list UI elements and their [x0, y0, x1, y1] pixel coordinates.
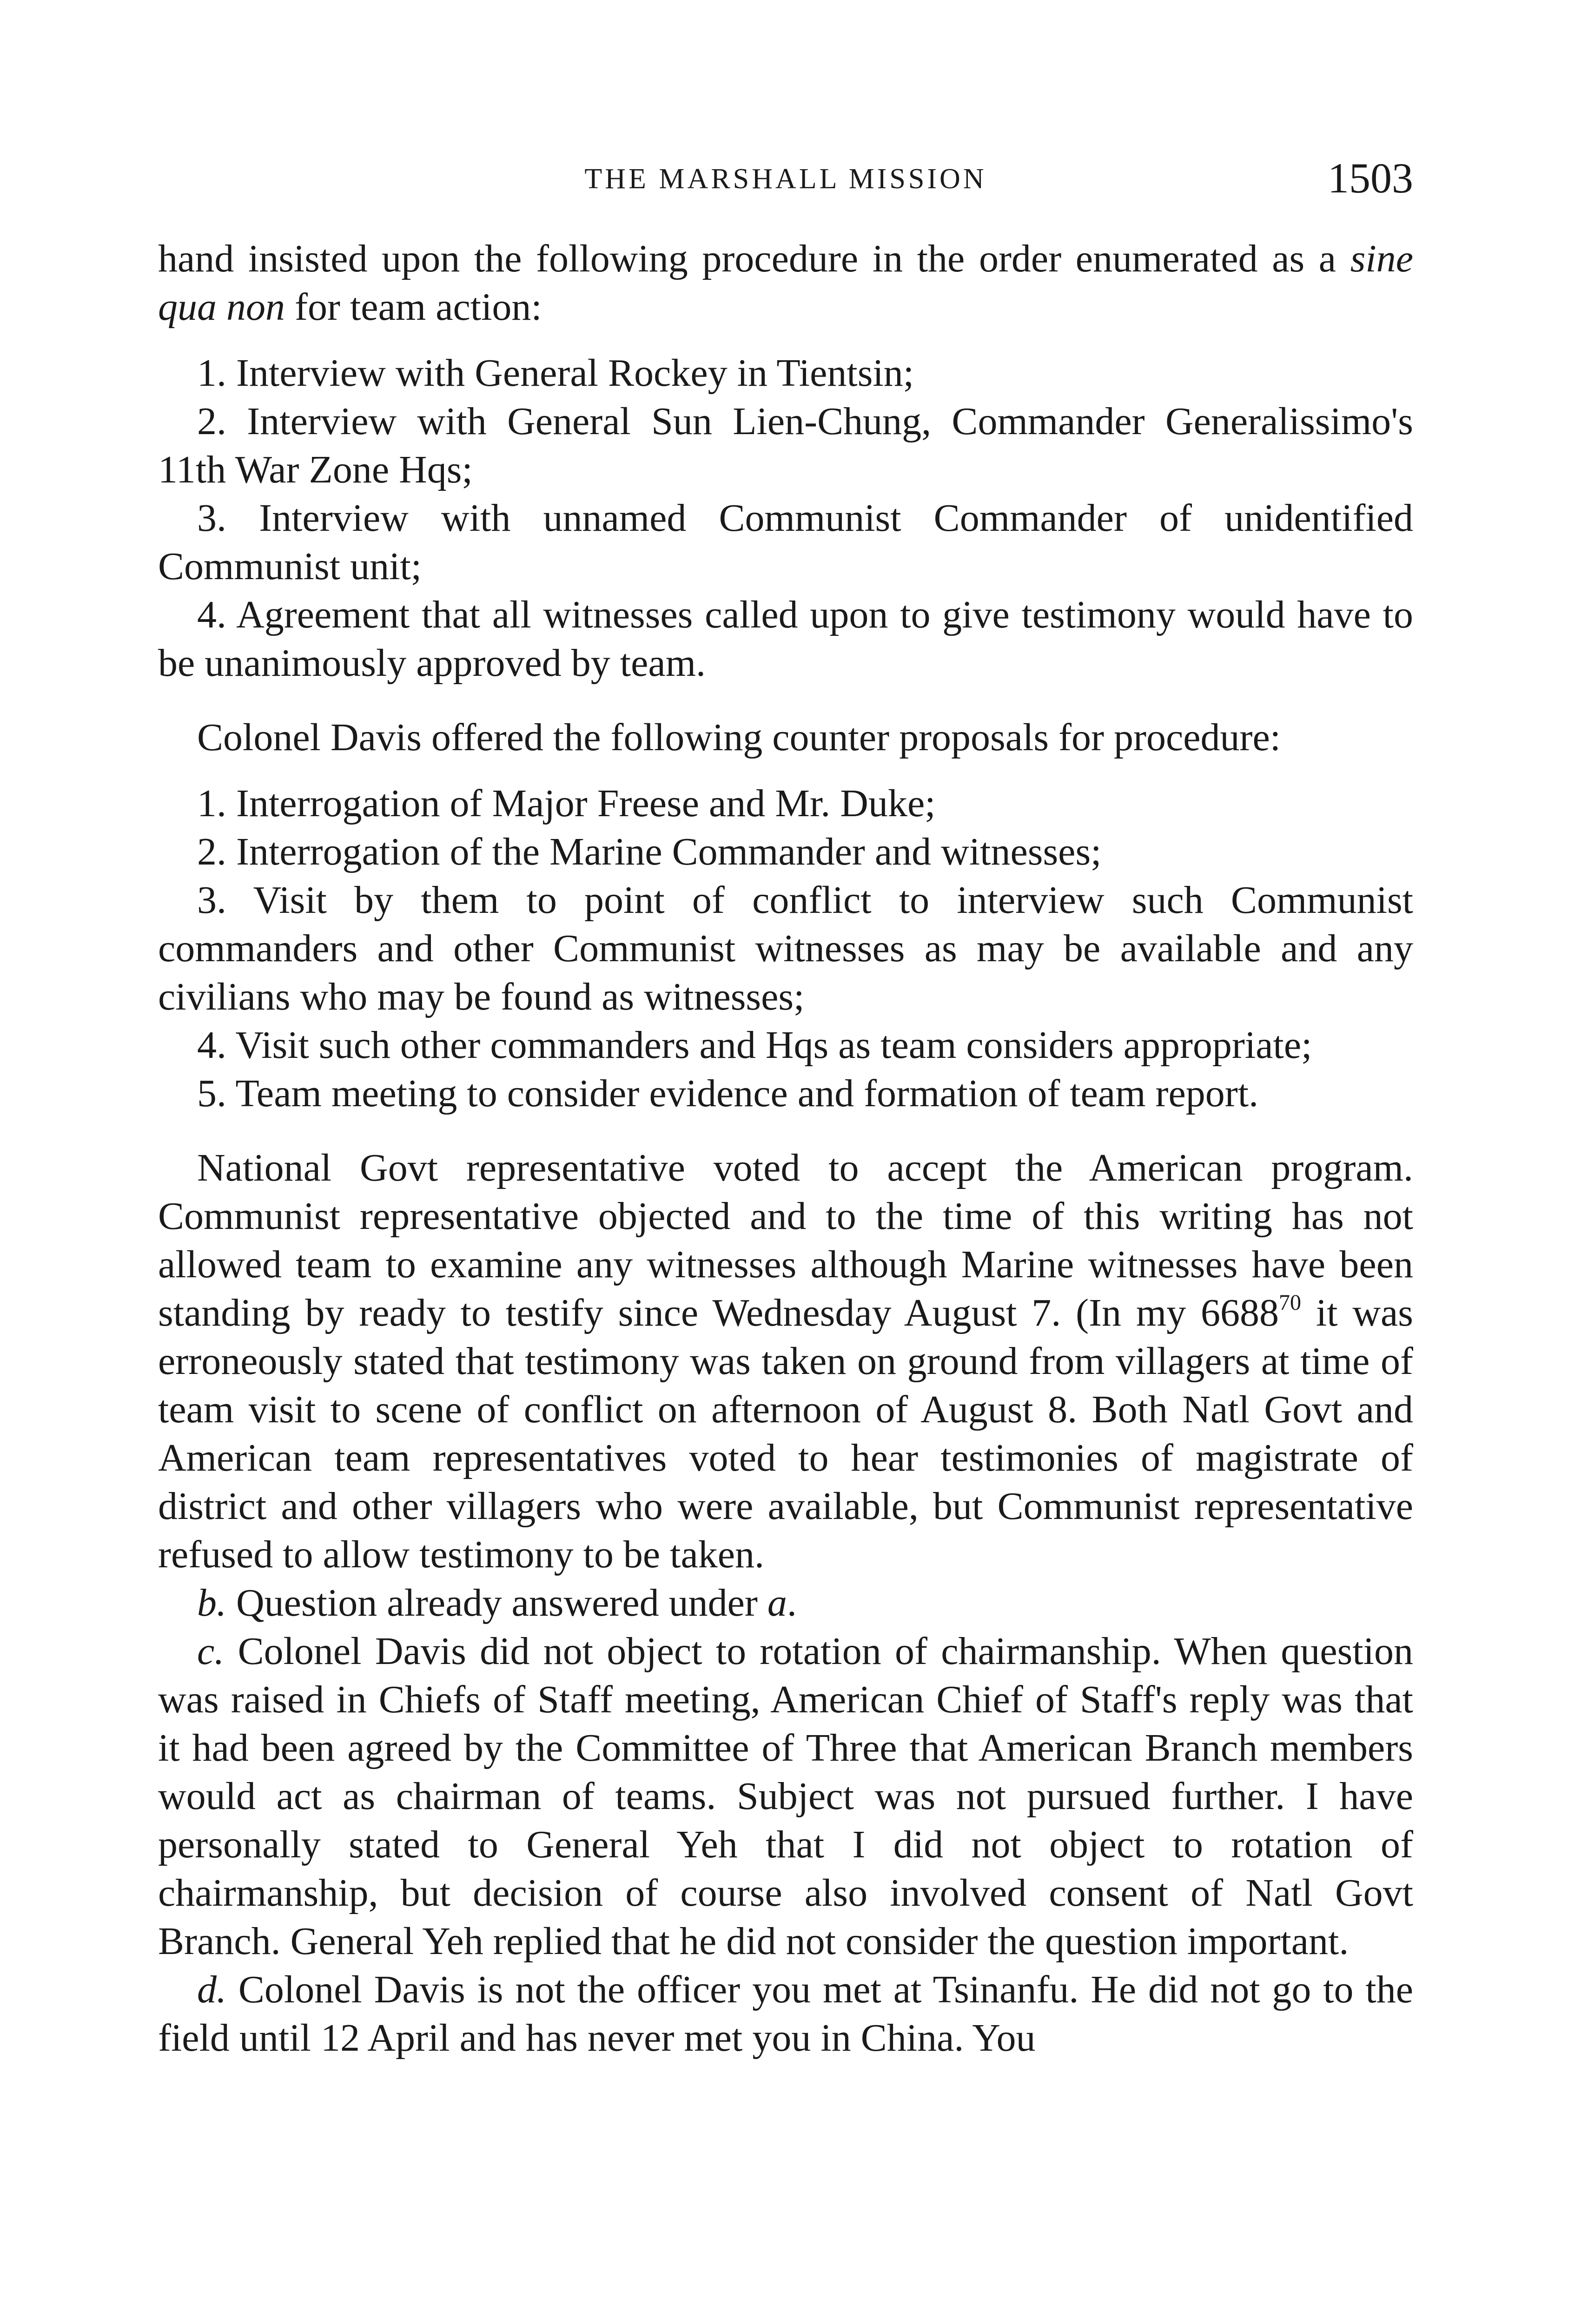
paragraph-text-end: it was erroneously stated that testimony was taken on ground from villagers at time of team visit to scene of conflict on afternoon of August 8. Both Natl Govt and American team representatives voted to hear testimonies of magistrate of district and other villagers who were available, but Communist representative refused to allow testimony to be taken. — [158, 1291, 1414, 1576]
paragraph-label: c. — [197, 1630, 225, 1673]
list-item: 5. Team meeting to consider evidence and formation of team report. — [197, 1072, 1259, 1115]
body-text — [158, 235, 1413, 2062]
page-header — [158, 153, 1413, 205]
intro-italic: sine qua non — [158, 237, 1413, 329]
list-item: 1. Interview with General Rockey in Tientsin; — [197, 351, 914, 395]
list-item: 3. Visit by them to point of conflict to interview such Communist commanders and other Communist witnesses as may be available and any civilians who may be found as witnesses; — [158, 878, 1413, 1018]
paragraph-label: d. — [197, 1968, 226, 2011]
paragraph-text: National Govt representative voted to accept the American program. Communist representative objected and to the time of this writing has not allowed team to examine any witnesses although Marine witnesses have been standing by ready to testify since Wednesday August 7. (In my 6688 — [158, 1146, 1413, 1334]
list-item: 3. Interview with unnamed Communist Commander of unidentified Communist unit; — [158, 496, 1413, 588]
national-govt-paragraph — [158, 1144, 1413, 1579]
intro-text-end: for team action: — [285, 285, 542, 329]
footnote-reference: 70 — [1279, 1290, 1302, 1315]
counter-proposals-list — [158, 779, 1413, 1118]
paragraph-text: Colonel Davis did not object to rotation of chairmanship. When question was raised in Chiefs of Staff meeting, American Chief of Staff's reply was that it had been agreed by the Committee of Three that American Branch members would act as chairman of teams. Subject was not pursued further. I have personally stated to General Yeh that I did not object to rotation of chairmanship, but decision of course also involved consent of Natl Govt Branch. General Yeh replied that he did not consider the question important. — [158, 1630, 1413, 1963]
list-item: 2. Interview with General Sun Lien-Chung, Commander Generalissimo's 11th War Zone Hqs; — [158, 400, 1413, 491]
paragraph-text: Question already answered under — [226, 1581, 767, 1624]
paragraph-c — [158, 1627, 1413, 1966]
paragraph-d — [158, 1966, 1413, 2062]
intro-paragraph — [158, 235, 1413, 331]
running-head: THE MARSHALL MISSION — [584, 163, 987, 195]
paragraph-italic: a — [767, 1581, 787, 1624]
paragraph-label: b. — [197, 1581, 226, 1624]
list-item: 1. Interrogation of Major Freese and Mr. Duke; — [197, 782, 936, 825]
list-item: 4. Visit such other commanders and Hqs as team considers appropriate; — [197, 1023, 1312, 1067]
procedure-list — [158, 349, 1413, 687]
list-item: 2. Interrogation of the Marine Commander and witnesses; — [197, 830, 1102, 873]
paragraph-text-end: . — [787, 1581, 797, 1624]
paragraph-text: Colonel Davis is not the officer you met at Tsinanfu. He did not go to the field until 12 April and has never met you in China. You — [158, 1968, 1413, 2060]
list-item: 4. Agreement that all witnesses called upon to give testimony would have to be unanimously approved by team. — [158, 593, 1413, 685]
intro-text: hand insisted upon the following procedure in the order enumerated as a — [158, 237, 1350, 280]
counter-proposals-intro: Colonel Davis offered the following counter proposals for procedure: — [197, 716, 1281, 759]
paragraph-b — [158, 1579, 1413, 1627]
page-number: 1503 — [1328, 154, 1413, 202]
